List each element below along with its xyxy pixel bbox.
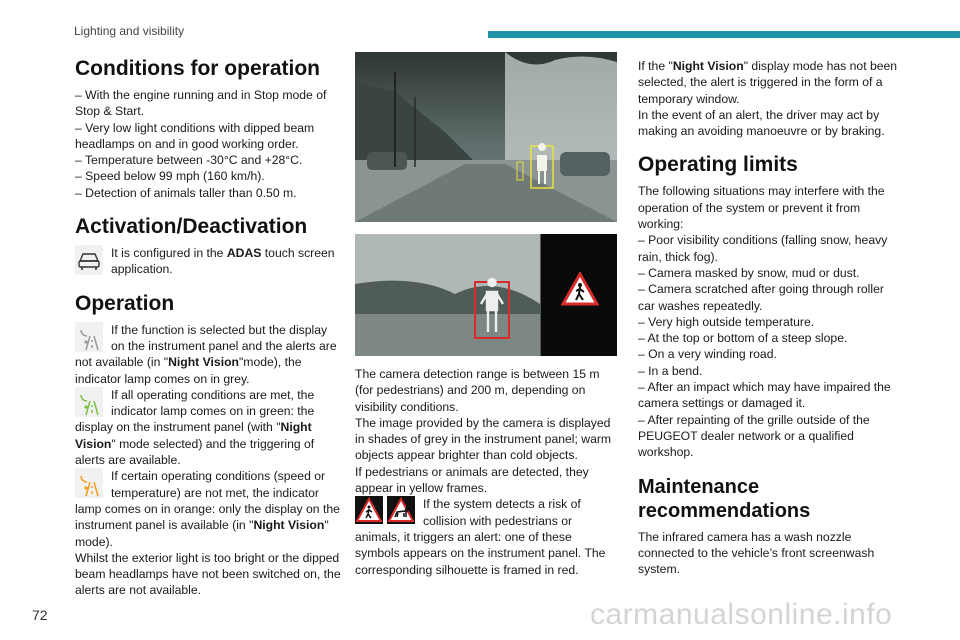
col3-p1-b: " display mode has not been selected, the alert is triggered in the form of a temporary window. [638, 59, 898, 106]
operation-p3-bold: Night Vision [253, 518, 325, 533]
column-3 [638, 58, 902, 577]
header-accent-bar [488, 31, 960, 38]
watermark: carmanualsonline.info [590, 598, 893, 631]
pedestrian-warning-icon [561, 272, 599, 306]
operation-p3-b: " mode). [75, 518, 329, 549]
operation-p3-a: If certain operating conditions (speed or temperature) are not met, the indicator lamp comes on in orange: only the display on the instrument panel is available (in " [75, 469, 340, 533]
limit-item: – At the top or bottom of a steep slope. [638, 331, 848, 346]
animal-warning-icon [387, 496, 415, 524]
condition-line: – With the engine running and in Stop mode of Stop & Start. [75, 88, 327, 119]
col3-p2: In the event of an alert, the driver may act by making an avoiding manoeuvre or by braking. [638, 107, 885, 139]
activation-paragraph [75, 245, 343, 278]
activation-text-a: It is configured in the [111, 246, 227, 261]
operation-p1-a: If the function is selected but the display on the instrument panel and the alerts are not available (in " [75, 322, 337, 370]
col3-p1 [638, 58, 902, 107]
thermal-camera-image-pedestrian [355, 52, 617, 222]
section-title: Lighting and visibility [74, 24, 185, 38]
night-vision-lamp-green-icon [75, 387, 103, 417]
limit-item: – Camera scratched after going through roller car washes repeatedly. [638, 282, 884, 313]
limit-item: – In a bend. [638, 363, 703, 378]
col2-p4: If the system detects a risk of collision with pedestrians or animals, it triggers an alert: one of these symbols appears on the instrument panel. The corresponding silhouette is framed in red. [355, 497, 606, 577]
operation-paragraph-green [75, 387, 343, 468]
heading-operating-limits: Operating limits [638, 153, 798, 177]
activation-text-b: touch screen application. [111, 246, 335, 277]
column-1 [75, 57, 343, 599]
limit-item: – After repainting of the grille outside of the PEUGEOT dealer network or a qualified workshop. [638, 412, 870, 460]
operation-p1-bold: Night Vision [168, 355, 239, 370]
col2-p3: If pedestrians or animals are detected, they appear in yellow frames. [355, 464, 589, 496]
operation-paragraph-grey [75, 322, 343, 387]
page-number: 72 [32, 607, 48, 623]
limit-item: – After an impact which may have impaired the camera settings or damaged it. [638, 380, 891, 411]
condition-line: – Speed below 99 mph (160 km/h). [75, 169, 265, 184]
condition-line: – Very low light conditions with dipped beam headlamps on and in good working order. [75, 120, 315, 151]
car-icon [75, 245, 103, 275]
col2-p2: The image provided by the camera is displayed in shades of grey in the instrument panel; warm objects appear brighter than cold objects. [355, 415, 612, 463]
night-vision-lamp-grey-icon [75, 322, 103, 352]
limits-intro: The following situations may interfere with the operation of the system or prevent it from working: [638, 184, 885, 232]
condition-line: – Temperature between -30°C and +28°C. [75, 153, 303, 168]
limit-item: – Very high outside temperature. [638, 314, 815, 329]
operation-p4: Whilst the exterior light is too bright or the dipped beam headlamps have not been switched on, the alerts are not available. [75, 550, 341, 598]
col2-p1: The camera detection range is between 15 m (for pedestrians) and 200 m, depending on visibility conditions. [355, 367, 600, 414]
operation-p1-b: "mode), the indicator lamp comes on in grey. [75, 355, 302, 386]
operation-p2-bold: Night Vision [75, 420, 312, 451]
heading-activation: Activation/Deactivation [75, 215, 308, 239]
operation-p2-b: " mode selected) and the triggering of alerts are available. [75, 436, 315, 468]
thermal-camera-image-alert [355, 234, 617, 356]
operation-p2-a: If all operating conditions are met, the indicator lamp comes on in green: the display on the instrument panel (with " [75, 387, 315, 435]
pedestrian-warning-icon [355, 496, 383, 524]
activation-text-bold: ADAS [226, 246, 262, 261]
operation-paragraph-orange [75, 468, 343, 549]
limit-item: – Camera masked by snow, mud or dust. [638, 265, 860, 280]
heading-conditions: Conditions for operation [75, 57, 320, 80]
col3-p1-a: If the " [638, 59, 673, 73]
col3-p1-bold: Night Vision [672, 59, 744, 73]
condition-line: – Detection of animals taller than 0.50 m. [75, 185, 297, 200]
maintenance-text: The infrared camera has a wash nozzle connected to the vehicle’s front screenwash system. [638, 529, 875, 577]
heading-operation: Operation [75, 291, 175, 315]
limit-item: – On a very winding road. [638, 347, 777, 362]
heading-maintenance: Maintenance recommendations [638, 475, 811, 522]
column-2 [355, 52, 617, 578]
limit-item: – Poor visibility conditions (falling snow, heavy rain, thick fog). [638, 233, 888, 264]
night-vision-lamp-orange-icon [75, 468, 103, 498]
alert-symbols-paragraph [355, 496, 617, 577]
